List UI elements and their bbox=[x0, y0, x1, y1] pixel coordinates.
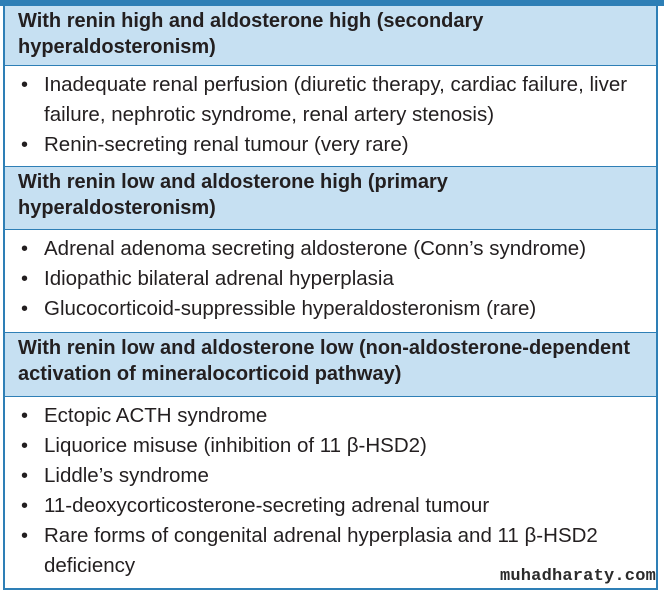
bullet-icon: • bbox=[21, 405, 29, 427]
bullet-icon: • bbox=[21, 134, 29, 156]
list-item-text: Liquorice misuse (inhibition of 11 β-HSD2) bbox=[44, 434, 427, 457]
section-header: With renin high and aldosterone high (secondary hyperaldosteronism) bbox=[5, 6, 656, 66]
section-non-aldosterone-dependent bbox=[5, 333, 656, 584]
list-item bbox=[18, 491, 644, 521]
list-item bbox=[18, 264, 644, 294]
bullet-icon: • bbox=[21, 435, 29, 457]
bullet-icon: • bbox=[21, 495, 29, 517]
section-body bbox=[5, 66, 656, 167]
list-item-text: Adrenal adenoma secreting aldosterone (Conn’s syndrome) bbox=[44, 237, 587, 260]
section-header: With renin low and aldosterone high (primary hyperaldosteronism) bbox=[5, 167, 656, 230]
list-item bbox=[18, 461, 644, 491]
bullet-icon: • bbox=[21, 465, 29, 487]
bullet-icon: • bbox=[21, 525, 29, 547]
bullet-icon: • bbox=[21, 268, 29, 290]
list-item-text: Inadequate renal perfusion (diuretic therapy, cardiac failure, liver failure, nephrotic syndrome, renal artery stenosis) bbox=[44, 73, 628, 126]
list-item-text: Glucocorticoid-suppressible hyperaldosteronism (rare) bbox=[44, 297, 537, 320]
list-item bbox=[18, 234, 644, 264]
section-body bbox=[5, 230, 656, 333]
list-item bbox=[18, 401, 644, 431]
list-item bbox=[18, 431, 644, 461]
section-body bbox=[5, 397, 656, 584]
bullet-icon: • bbox=[21, 298, 29, 320]
section-primary-hyperaldosteronism bbox=[5, 167, 656, 333]
list-item-text: Rare forms of congenital adrenal hyperplasia and 11 β-HSD2 deficiency bbox=[44, 524, 598, 577]
list-item-text: Ectopic ACTH syndrome bbox=[44, 404, 268, 427]
list-item bbox=[18, 70, 644, 130]
bullet-icon: • bbox=[21, 238, 29, 260]
section-header: With renin low and aldosterone low (non-aldosterone-dependent activation of mineralocorticoid pathway) bbox=[5, 333, 656, 397]
list-item-text: 11-deoxycorticosterone-secreting adrenal tumour bbox=[44, 494, 490, 517]
section-secondary-hyperaldosteronism bbox=[5, 6, 656, 167]
bullet-icon: • bbox=[21, 74, 29, 96]
list-item-text: Renin-secreting renal tumour (very rare) bbox=[44, 133, 409, 156]
list-item bbox=[18, 130, 644, 160]
list-item-text: Liddle’s syndrome bbox=[44, 464, 209, 487]
watermark: muhadharaty.com bbox=[499, 567, 656, 586]
list-item bbox=[18, 294, 644, 324]
list-item-text: Idiopathic bilateral adrenal hyperplasia bbox=[44, 267, 394, 290]
